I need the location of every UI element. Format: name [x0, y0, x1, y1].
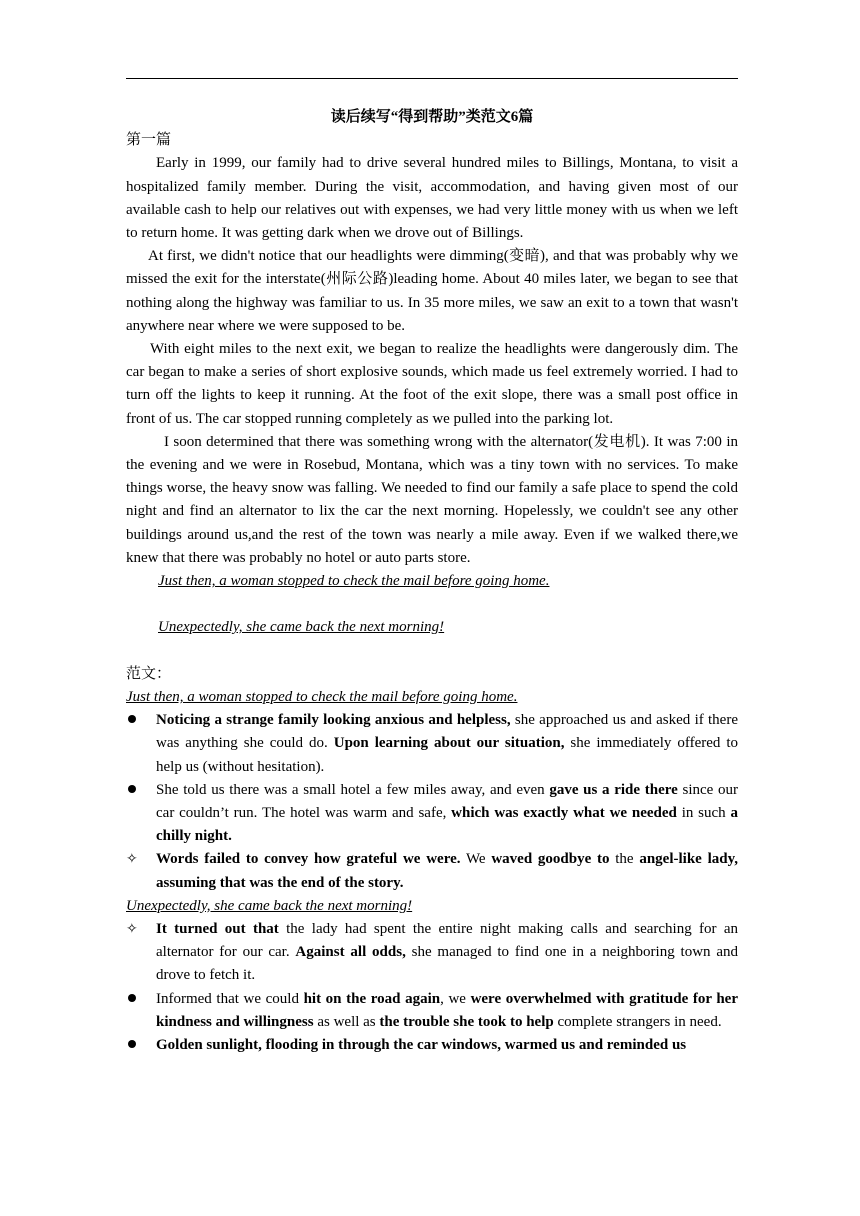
text-run: We [460, 851, 492, 868]
bold-phrase: which was exactly what we needed [451, 805, 677, 822]
list-item [126, 1034, 738, 1057]
sample-list-2 [126, 918, 738, 1057]
list-item [126, 918, 738, 988]
story-paragraph-4: I soon determined that there was something wrong with the alternator(发电机). It was 7:00 in the evening and we were in Rosebud, Montana, which was a tiny town with no services. To make things worse, the heavy snow was falling. We needed to find our family a safe place to spend the cold night and find an alternator to lix the car the next morning. Hopelessly, we couldn't see any other buildings around us,and the rest of the town was nearly a mile away. Even if we walked there,we knew that there was probably no hotel or auto parts store. [126, 433, 738, 566]
document-body [126, 106, 738, 1057]
bullet-dot-icon [126, 988, 146, 1011]
bold-phrase: Against all odds, [295, 944, 406, 961]
list-item [126, 779, 738, 849]
bullet-dot-icon [126, 779, 146, 802]
bold-phrase: Noticing a strange family looking anxious and helpless, [156, 712, 511, 729]
list-item [126, 848, 738, 894]
document-title: 读后续写“得到帮助”类范文6篇 [330, 109, 534, 125]
list-item [126, 709, 738, 779]
text-run: she immediately offered to help us (without hesitation). [156, 735, 739, 775]
text-run: she approached us and asked if there was anything she could do. [156, 712, 738, 752]
bold-phrase: It turned out that [156, 921, 279, 938]
text-run: complete strangers in need. [553, 1013, 722, 1030]
bold-phrase: Golden sunlight, flooding in through the car windows, warmed us and reminded us [156, 1037, 687, 1054]
story-paragraph-1: Early in 1999, our family had to drive several hundred miles to Billings, Montana, to visit a hospitalized family member. During the visit, accommodation, and having given most of our available cash to help our relatives out with expenses, we had very little money with us when we left to return home. It was getting dark when we drove out of Billings. [126, 155, 738, 242]
bold-phrase: angel-like lady, assuming that was the end of the story. [156, 851, 739, 891]
story-paragraph-2: At first, we didn't notice that our headlights were dimming(变暗), and that was probably why we missed the exit for the interstate(州际公路)leading home. About 40 miles later, we began to see that nothing along the highway was familiar to us. In 35 more miles, we saw an exit to a town that wasn't anywhere near where we were supposed to be. [126, 248, 738, 334]
story-paragraph-3: With eight miles to the next exit, we began to realize the headlights were dangerously dim. The car began to make a series of short explosive sounds, which made us feel extremely worried. I had to turn off the lights to keep it running. At the foot of the exit slope, there was a small post office in front of us. The car stopped running completely as we pulled into the parking lot. [126, 341, 738, 427]
sample-cue-1: Just then, a woman stopped to check the mail before going home. [126, 689, 518, 706]
text-run: the [609, 851, 640, 868]
sample-cue-2: Unexpectedly, she came back the next morning! [126, 897, 413, 914]
bullet-dot-icon [126, 709, 146, 732]
diamond-bullet-icon: ✧ [126, 851, 138, 868]
text-run: since our car couldn’t run. The hotel was warm and safe, [156, 781, 738, 822]
bullet-dot-icon [126, 1034, 146, 1057]
sample-label: 范文： [126, 665, 172, 682]
cue-sentence-2: Unexpectedly, she came back the next morning! [158, 619, 445, 636]
text-run: Informed that we could [156, 990, 304, 1007]
bold-phrase: gave us a ride there [549, 781, 678, 798]
bold-phrase: Words failed to convey how grateful we were. [156, 851, 461, 868]
sample-list-1 [126, 709, 738, 895]
bold-phrase: waved goodbye to [491, 851, 610, 868]
text-run: as well as [313, 1013, 380, 1030]
list-item [126, 988, 738, 1034]
bold-phrase: were overwhelmed with gratitude for her kindness and willingness [156, 990, 738, 1030]
bold-phrase: a chilly night. [156, 805, 738, 845]
section-heading: 第一篇 [126, 132, 172, 149]
diamond-bullet-icon: ✧ [126, 921, 138, 938]
bold-phrase: the trouble she took to help [379, 1013, 554, 1030]
text-run: , we [440, 990, 471, 1007]
blank-line [126, 593, 738, 616]
cue-sentence-1: Just then, a woman stopped to check the mail before going home. [158, 573, 550, 590]
text-run: she managed to find one in a neighboring town and drove to fetch it. [156, 944, 738, 984]
header-rule [126, 78, 738, 79]
text-run: the lady had spent the entire night making calls and searching for an alternator for our car. [156, 921, 738, 961]
bold-phrase: Upon learning about our situation, [333, 735, 565, 752]
text-run: She told us there was a small hotel a few miles away, and even [156, 781, 550, 798]
blank-line [126, 640, 738, 663]
text-run: in such [676, 805, 731, 822]
bold-phrase: hit on the road again [303, 990, 441, 1007]
